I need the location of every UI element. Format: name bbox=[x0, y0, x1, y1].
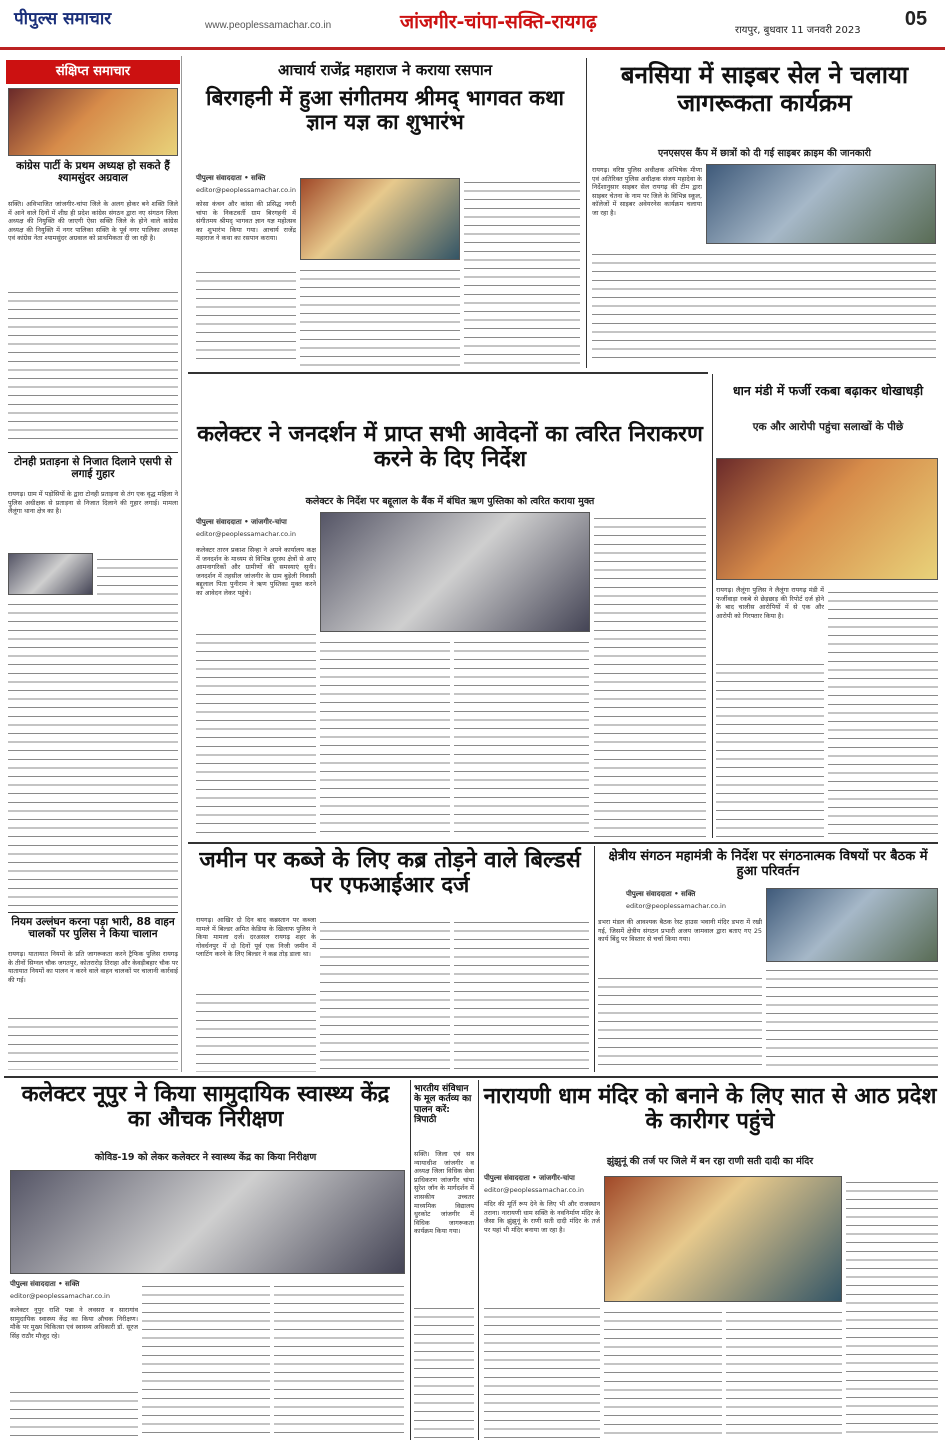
byline-name: पीपुल्स संवाददाता bbox=[626, 890, 672, 898]
edition-title: जांजगीर-चांपा-सक्ति-रायगढ़ bbox=[400, 11, 597, 33]
collector-text: कलेक्टर तारन प्रकाश सिन्हा ने अपने कार्यालय कक्ष में जनदर्शन के माध्यम से विभिन्न दूरस्थ क्षेत्रों से आए आमनागरिकों और ग्रामीणों की समस्याएं सुनी। जनदर्शन में तहसील जांजगीर के ग्राम बुड़ेली निवासी बद्दूलाल पिता पुनीराम ने ऋण पुस्तिका मुक्त करने का आवेदन लेकर पहुंचे। bbox=[196, 546, 316, 597]
dhaan-text: रायगढ़। लैलूंगा पुलिस ने लैलूंगा रायगढ़ मंडी में फर्जीवाड़ा रकबे से छेड़छाड़ की रिपोर्ट दर्ज होने के बाद चालीस आरोपियों में से एक और आरोपी को गिरफ्तार किया है। bbox=[716, 586, 824, 620]
mandir-column-1 bbox=[484, 1302, 600, 1440]
health-column-2 bbox=[142, 1280, 270, 1440]
fir-column-3 bbox=[454, 916, 589, 1072]
sangathan-text: डभरा मंडल की आवश्यक बैठक रेस्ट हाउस भवानी मंदिर डभरा में रखी गई, जिसमें क्षेत्रीय संगठन प्रभारी अजय जामवाल द्वारा बताए गए 25 कार्य बिंदु पर विस्तार से चर्चा किया गया। bbox=[598, 918, 762, 944]
rasapan-kicker: आचार्य राजेंद्र महाराज ने कराया रसपान bbox=[277, 61, 493, 79]
byline-name: पीपुल्स संवाददाता bbox=[196, 518, 242, 526]
cyber-text: रायगढ़। वरिष्ठ पुलिस अधीक्षक अभिषेक मीणा एवं अतिरिक्त पुलिस अधीक्षक संजय महादेवा के निर्देशानुसार साइबर सेल रायगढ़ की टीम द्वारा साइबर चेतना के नाम पर जिले के विभिन्न स्कूल, कॉलेजों में साइबर अवेयरनेस कार्यक्रम चलाया जा रहा है। bbox=[592, 166, 702, 217]
samvidhan-column bbox=[414, 1302, 474, 1440]
byline-place: जांजगीर-चांपा bbox=[539, 1174, 575, 1182]
sidebar-story1-headline: कांग्रेस पार्टी के प्रथम अध्यक्ष हो सकते हैं श्यामसुंदर अग्रवाल bbox=[16, 160, 170, 185]
collector-headline: कलेक्टर ने जनदर्शन में प्राप्त सभी आवेदनों का त्वरित निराकरण करने के दिए निर्देश bbox=[197, 422, 703, 473]
dhaan-column-2 bbox=[828, 586, 938, 838]
dhaan-headline: धान मंडी में फर्जी रकबा बढ़ाकर धोखाधड़ी bbox=[732, 383, 924, 398]
byline-name: पीपुल्स संवाददाता bbox=[196, 174, 242, 182]
health-headline: कलेक्टर नूपुर ने किया सामुदायिक स्वास्थ्य केंद्र का औचक निरीक्षण bbox=[21, 1082, 390, 1133]
fir-column-2 bbox=[320, 916, 450, 1072]
mandir-column-2 bbox=[604, 1306, 722, 1440]
health-photo bbox=[10, 1170, 405, 1274]
column-divider bbox=[586, 58, 587, 368]
column-divider bbox=[594, 846, 595, 1072]
mandir-headline: नारायणी धाम मंदिर को बनाने के लिए सात से आठ प्रदेश के कारीगर पहुंचे bbox=[483, 1084, 937, 1135]
byline-place: जांजगीर-चांपा bbox=[251, 518, 287, 526]
mandir-email[interactable]: editor@peoplessamachar.co.in bbox=[484, 1186, 584, 1194]
rasapan-column-3 bbox=[464, 176, 580, 366]
sidebar-story3-continued bbox=[8, 1012, 178, 1070]
rasapan-column-2 bbox=[300, 264, 460, 366]
rasapan-byline: पीपुल्स संवाददाता • सक्ति bbox=[196, 174, 266, 182]
sidebar-story2-column bbox=[97, 553, 178, 595]
column-divider bbox=[712, 374, 713, 838]
health-text: कलेक्टर नूपुर राशि पन्ना ने लवसरा व सारागांव सामुदायिक स्वास्थ्य केंद्र का किया औचक निरीक्षण। मौके पर मुख्य चिकित्सा एवं स्वास्थ्य अधिकारी डॉ. सूरज सिंह राठौर मौजूद रहे। bbox=[10, 1306, 138, 1340]
cyber-text-continued bbox=[592, 248, 936, 366]
health-email[interactable]: editor@peoplessamachar.co.in bbox=[10, 1292, 110, 1300]
sidebar-story2-text: रायगढ़। ग्राम में पड़ोसियों के द्वारा टोनही प्रताड़ना से तंग एक वृद्ध महिला ने पुलिस अधीक्षक से प्रताड़ना से निजात दिलाने की गुहार लगाई। मामला लैलूंगा थाना क्षेत्र का है। bbox=[8, 490, 178, 516]
sidebar-story1-continued bbox=[8, 286, 178, 446]
column-divider bbox=[410, 1080, 411, 1440]
collector-column-2 bbox=[320, 636, 450, 838]
section-rule bbox=[188, 372, 708, 374]
fir-headline: जमीन पर कब्जे के लिए कब्र तोड़ने वाले बिल्डर्स पर एफआईआर दर्ज bbox=[199, 848, 581, 899]
sidebar-photo-2 bbox=[8, 553, 93, 595]
mandir-photo bbox=[604, 1176, 842, 1302]
collector-subheadline: कलेक्टर के निर्देश पर बद्दूलाल के बैंक में बंधित ऋण पुस्तिका को त्वरित कराया मुक्त bbox=[305, 496, 595, 507]
health-byline: पीपुल्स संवाददाता • सक्ति bbox=[10, 1280, 80, 1288]
sangathan-email[interactable]: editor@peoplessamachar.co.in bbox=[626, 902, 726, 910]
mandir-subheadline: झुंझुनूं की तर्ज पर जिले में बन रहा राणी सती दादी का मंदिर bbox=[606, 1156, 814, 1167]
byline-name: पीपुल्स संवाददाता bbox=[10, 1280, 56, 1288]
collector-email[interactable]: editor@peoplessamachar.co.in bbox=[196, 530, 296, 538]
divider bbox=[8, 912, 178, 913]
rasapan-headline: बिरगहनी में हुआ संगीतमय श्रीमद् भागवत कथा ज्ञान यज्ञ का शुभारंभ bbox=[206, 86, 564, 135]
mandir-text: मंदिर की मूर्ति रूप देने के लिए भी और राजस्थान तराना। नारायणी धाम सक्ति के नवनिर्माण मंदिर के जैसा कि झुंझुनूं के राणी सती दादी मंदिर के तर्ज पर यहां भी मंदिर बनाया जा रहा है। bbox=[484, 1200, 600, 1234]
sidebar-story2-headline: टोनही प्रताड़ना से निजात दिलाने एसपी से लगाई गुहार bbox=[14, 456, 172, 481]
cyber-photo bbox=[706, 164, 936, 244]
fir-column-1 bbox=[196, 988, 316, 1072]
section-rule bbox=[4, 1076, 938, 1078]
sangathan-column-1 bbox=[598, 972, 762, 1072]
newspaper-logo: पीपुल्स समाचार bbox=[14, 9, 112, 29]
dhaan-column-1 bbox=[716, 658, 824, 838]
cyber-headline: बनसिया में साइबर सेल ने चलाया जागरूकता कार्यक्रम bbox=[620, 61, 909, 117]
rasapan-photo bbox=[300, 178, 460, 260]
sidebar-photo-1 bbox=[8, 88, 178, 156]
website-url[interactable]: www.peoplessamachar.co.in bbox=[205, 20, 332, 31]
samvidhan-text: सक्ति। जिला एवं सत्र न्यायाधीश जांजगीर व अध्यक्ष जिला विधिक सेवा प्राधिकरण जांजगीर चांपा सुरेश जॉन के मार्गदर्शन में शासकीय उच्चतर माध्यमिक विद्यालय धुरकोट जांजगीर में विधिक जागरूकता कार्यक्रम किया गया। bbox=[414, 1150, 474, 1236]
sidebar-story1-text: सक्ति। अविभाजित जांजगीर-चांपा जिले के अलग होकर बने शक्ति जिले में आने वाले दिनों में शीघ्र ही प्रदेश कांग्रेस संगठन द्वारा नए संगठन जिला अध्यक्ष की नियुक्ति की जाएगी ऐसा सक्ति जिले के होने वाले कांग्रेस अध्यक्ष की नियुक्ति में नगर पालिका सक्ति के पूर्व नगर पालिका अध्यक्ष एवं कांग्रेस नेता श्यामसुंदर अग्रवाल को प्राथमिकता दी जा रही है। bbox=[8, 200, 178, 243]
health-column-3 bbox=[274, 1280, 404, 1440]
sidebar-title: संक्षिप्त समाचार bbox=[6, 60, 180, 84]
sangathan-column-2 bbox=[766, 964, 938, 1072]
byline-place: सक्ति bbox=[251, 174, 266, 182]
sangathan-headline: क्षेत्रीय संगठन महामंत्री के निर्देश पर संगठनात्मक विषयों पर बैठक में हुआ परिवर्तन bbox=[608, 849, 928, 879]
page-number: 05 bbox=[904, 8, 928, 30]
rasapan-text-continued bbox=[196, 266, 296, 366]
health-subheadline: कोविड-19 को लेकर कलेक्टर ने स्वास्थ्य केंद्र का किया निरीक्षण bbox=[94, 1152, 317, 1163]
byline-name: पीपुल्स संवाददाता bbox=[484, 1174, 530, 1182]
cyber-subheadline: एनएसएस कैंप में छात्रों को दी गई साइबर क्राइम की जानकारी bbox=[657, 148, 872, 159]
rasapan-text: कोसा कंचन और कांसा की प्रसिद्ध नगरी चांपा के निकटवर्ती ग्राम बिरगहनी में संगीतमय श्रीमद् भागवत ज्ञान यज्ञ महोत्सव का शुभारंभ किया गया। आचार्य राजेंद्र महाराज ने कथा का रसपान कराया। bbox=[196, 200, 296, 243]
rasapan-email[interactable]: editor@peoplessamachar.co.in bbox=[196, 186, 296, 194]
mandir-column-4 bbox=[846, 1176, 938, 1440]
section-rule bbox=[188, 842, 938, 844]
fir-text: रायगढ़। आखिर दो दिन बाद कब्रस्तान पर कब्जा मामले में बिल्डर अमित केडिया के खिलाफ पुलिस ने किया मामला दर्ज। दरअसल रायगढ़ शहर के गोवर्धनपुर में दो दिनों पूर्व एक निजी जमीन में प्लाटिंग करने के लिए बिल्डर ने कब्र तोड़ डाला था। bbox=[196, 916, 316, 959]
mandir-column-3 bbox=[726, 1306, 842, 1440]
column-divider bbox=[478, 1080, 479, 1440]
sidebar-story3-headline: नियम उल्लंघन करना पड़ा भारी, 88 वाहन चालकों पर पुलिस ने किया चालान bbox=[11, 916, 175, 941]
divider bbox=[8, 452, 178, 453]
collector-byline: पीपुल्स संवाददाता • जांजगीर-चांपा bbox=[196, 518, 287, 526]
byline-place: सक्ति bbox=[681, 890, 696, 898]
dhaan-photo bbox=[716, 458, 938, 580]
collector-photo bbox=[320, 512, 590, 632]
dhaan-subheadline: एक और आरोपी पहुंचा सलाखों के पीछे bbox=[752, 421, 904, 433]
samvidhan-headline: भारतीय संविधान के मूल कर्तव्य का पालन करें: त्रिपाठी bbox=[414, 1084, 472, 1126]
collector-column-1 bbox=[196, 628, 316, 838]
sidebar-story3-text: रायगढ़। यातायात नियमों के प्रति जागरूकता करने ट्रैफिक पुलिस रायगढ़ के तीनों सिग्नल चौक जगतपुर, कोतरारोड़ तिराहा और केवड़ीबहार चौक पर यातायात नियमों का पालन न करने वाले वाहन चालकों पर चालानी कार्रवाई की गई। bbox=[8, 950, 178, 984]
mandir-byline: पीपुल्स संवाददाता • जांजगीर-चांपा bbox=[484, 1174, 575, 1182]
byline-place: सक्ति bbox=[65, 1280, 80, 1288]
collector-column-3 bbox=[454, 636, 589, 838]
health-column-1 bbox=[10, 1386, 138, 1440]
sangathan-photo bbox=[766, 888, 938, 962]
collector-column-4 bbox=[594, 512, 706, 838]
sangathan-byline: पीपुल्स संवाददाता • सक्ति bbox=[626, 890, 696, 898]
sidebar-story2-continued bbox=[8, 598, 178, 908]
dateline: रायपुर, बुधवार 11 जनवरी 2023 bbox=[735, 25, 861, 36]
